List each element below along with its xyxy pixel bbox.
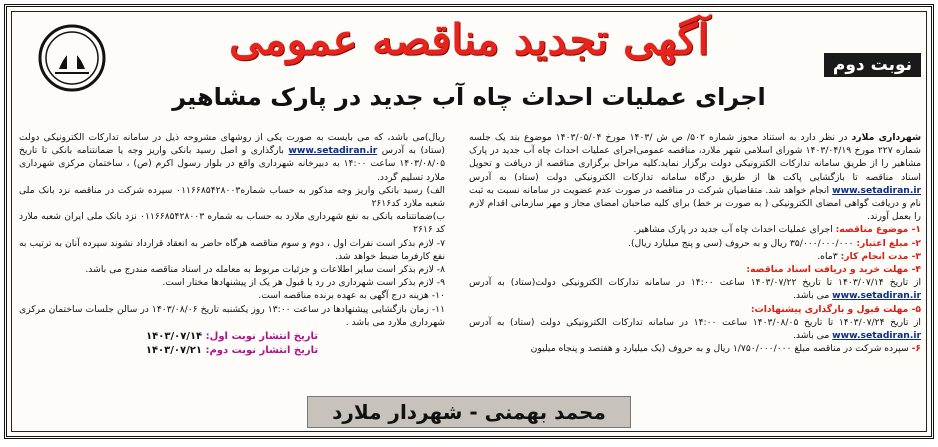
second-publication-date [19, 344, 445, 358]
item-budget [469, 237, 921, 250]
item-label: ۴- مهلت خرید و دریافت اسناد مناقصه: [746, 264, 921, 276]
item-documents-deadline [469, 263, 921, 276]
left-text-column [19, 131, 445, 358]
date-value: ۱۴۰۳/۰۷/۱۴ [146, 331, 206, 343]
item-value: ۳۵/۰۰۰/۰۰۰/۰۰۰ ریال و به حروف (سی و پنج میلیارد ریال). [628, 237, 857, 249]
setadiran-link[interactable]: www.setadiran.ir [288, 145, 378, 157]
item-documents-text [469, 276, 921, 302]
first-publication-date [19, 330, 445, 344]
date-label: تاریخ انتشار نوبت دوم: [205, 345, 319, 357]
intro-org: شهرداری ملارد [851, 132, 921, 143]
text: بارگذاری و اصل رسید بانکی واریز وجه یا ضمانتنامه بانکی تا تاریخ ۱۴۰۳/۰۸/۰۵ ساعت ۱۴:۰۰ به دبیرخانه شهرداری واقع در بلوار رسول اکرم (ص) ، ساختمان مرکزی شهرداری ملارد تسلیم گردد. [19, 145, 446, 183]
intro-paragraph [469, 131, 921, 223]
item-deposit [469, 342, 921, 355]
item-value: ۳ماه. [817, 250, 841, 262]
text: ریال)می باشد، که می بایست به صورت یکی از روشهای مشروحه ذیل در سامانه تدارکات الکترونیکی دولت (ستاد) به آدرس [19, 132, 445, 157]
date-label: تاریخ انتشار نوبت اول: [205, 331, 318, 343]
item-forfeit: ۷- لازم بذکر است نفرات اول ، دوم و سوم مناقصه هرگاه حاضر به انعقاد قرارداد نشوند سپرده آنان به ترتیب به نفع کارفرما ضبط خواهد شد. [19, 237, 445, 262]
deposit-paragraph [19, 131, 445, 184]
mayor-signature: محمد بهمنی - شهردار ملارد [307, 396, 631, 428]
item-opening: ۱۱- زمان بازگشایی پیشنهادها در ساعت ۱۳:۰۰ روز یکشنبه تاریخ ۱۴۰۳/۰۸/۰۶ در سالن جلسات ساختمان مرکزی شهرداری ملارد می باشد . [19, 303, 446, 328]
publication-turn-badge: نوبت دوم [824, 53, 921, 77]
item-label: ۶- [911, 343, 921, 355]
ad-title: آگهی تجدید مناقصه عمومی [228, 15, 709, 64]
item-label: ۳- مدت انجام کار: [840, 250, 921, 262]
ad-subtitle: اجرای عملیات احداث چاه آب جدید در پارک مشاهیر [172, 83, 766, 111]
setadiran-link[interactable]: www.setadiran.ir [832, 290, 921, 302]
item-duration [469, 250, 921, 263]
item-value: سپرده شرکت در مناقصه مبلغ ۱/۷۵۰/۰۰۰/۰۰۰ ریال و به حروف (یک میلیارد و هفتصد و پنجاه میلیون [530, 343, 912, 355]
intro-tail: انجام خواهد شد. متقاضیان شرکت در مناقصه در صورت عدم عضویت در سامانه نسبت به ثبت نام و دریافت گواهی امضای الکترونیکی ( به صورت بر خط) برای کلیه صاحبان امضای مجاز و مهر سازمانی اقدام لازم را بعمل آورند. [469, 184, 921, 223]
item-label: ۱- موضوع مناقصه: [835, 224, 921, 236]
deposit-option-b: ب)ضمانتنامه بانکی به نفع شهرداری ملارد به حساب به شماره ۰۱۱۶۶۸۵۴۲۸۰۰۳ نزد بانک ملی ایران شعبه ملارد کد ۲۶۱۶ [19, 211, 445, 236]
setadiran-link[interactable]: www.setadiran.ir [832, 330, 921, 342]
date-value: ۱۴۰۳/۰۷/۲۱ [145, 345, 206, 357]
publication-dates [19, 330, 445, 358]
item-rights: ۹- لازم بذکر است شهرداری در رد یا قبول هر یک از پیشنهادها مختار است. [162, 277, 445, 289]
item-label: ۲- مبلغ اعتبار: [856, 237, 921, 249]
item-tail: می باشد. [792, 330, 833, 342]
item-tail: می باشد. [792, 290, 833, 302]
item-cost: ۱۰- هزینه درج آگهی به عهده برنده مناقصه است. [258, 290, 445, 302]
item-label: ۵- مهلت قبول و بارگذاری پیشنهادات: [750, 303, 921, 315]
right-text-column [469, 131, 921, 355]
tender-advertisement [4, 4, 934, 439]
setadiran-link[interactable]: www.setadiran.ir [832, 184, 921, 196]
item-value: از تاریخ ۱۴۰۳/۰۷/۲۴ تا تاریخ ۱۴۰۳/۰۸/۰۵ ساعت ۱۴:۰۰ در سامانه تدارکات الکترونیکی دولت (ستاد) به آدرس [469, 316, 921, 328]
deposit-option-a: الف) رسید بانکی واریز وجه مذکور به حساب شماره۰۱۱۶۶۸۵۴۲۸۰۰۳ سپرده شرکت در مناقصه نزد بانک ملی شعبه ملارد کد۲۶۱۶ [19, 184, 445, 210]
item-value: از تاریخ ۱۴۰۳/۰۷/۱۴ تا تاریخ ۱۴۰۳/۰۷/۲۲ ساعت ۱۴:۰۰ در سامانه تدارکات الکترونیکی دولت(ستاد) به آدرس [469, 277, 921, 289]
intro-text: در نظر دارد به استناد مجوز شماره ۵۰۲/ ص ش /۱۴۰۳ مورخ ۱۴۰۳/۰۵/۰۴ موضوع بند یک جلسه شماره ۲۲۷ مورخ ۱۴۰۳/۰۴/۱۹ شورای اسلامی شهر ملارد، مناقصه عمومی‌اجرای عملیات احداث چاه آب جدید در پارک مشاهیر را از طریق سامانه تدارکات الکترونیکی دولت برگزار نماید.کلیه مراحل برگزاری مناقصه از دریافت و تحویل اسناد مناقصه تا بازگشایی پاکت ها از طریق درگاه سامانه تدارکات الکترونیکی دولت (ستاد) به آدرس [469, 132, 921, 183]
item-value: اجرای عملیات احداث چاه آب جدید در پارک مشاهیر. [633, 224, 836, 236]
item-details: ۸- لازم بذکر است سایر اطلاعات و جزئیات مربوط به معامله در اسناد مناقصه مندرج می باشد. [85, 264, 445, 276]
item-submission-text [469, 316, 921, 342]
item-submission-deadline [469, 303, 921, 316]
item-subject [469, 223, 921, 236]
